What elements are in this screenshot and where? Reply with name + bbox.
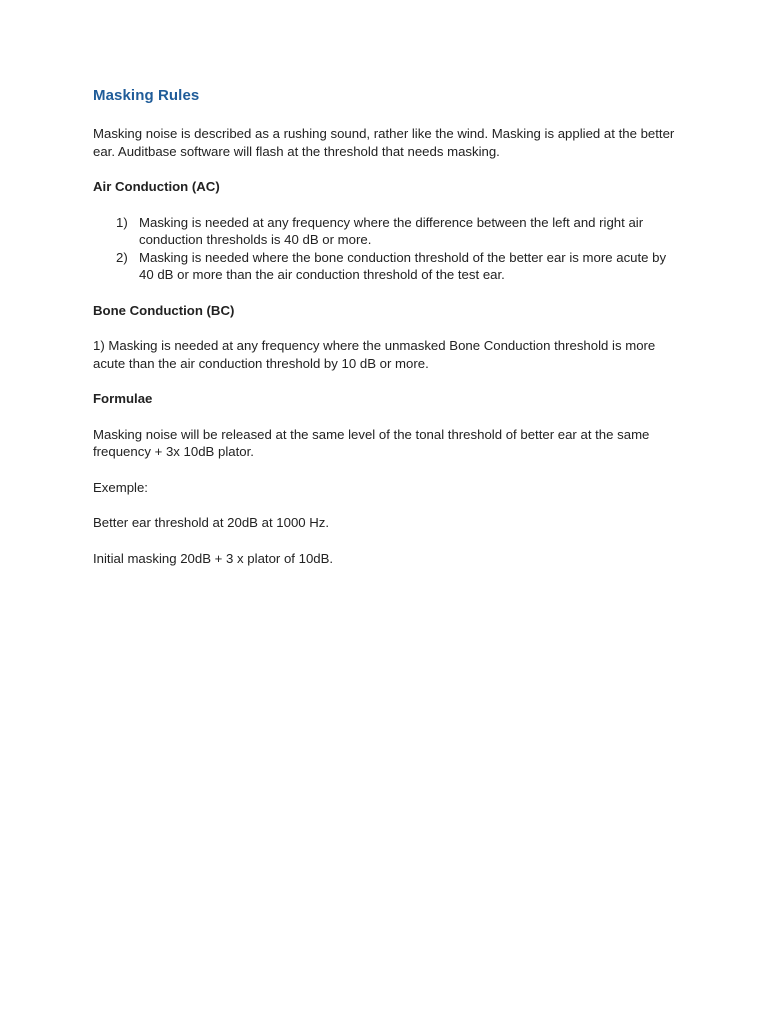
list-item-text: Masking is needed where the bone conduction threshold of the better ear is more acute by 40 dB or more than the air conduction threshold of the test ear. xyxy=(139,249,667,282)
formulae-paragraph: Masking noise will be released at the same level of the tonal threshold of better ear at the same frequency + 3x 10dB plator. xyxy=(93,426,650,459)
list-item-text: Masking is needed at any frequency where the difference between the left and right air conduction thresholds is 40 dB or more. xyxy=(139,214,644,247)
example-label: Exemple: xyxy=(93,479,148,495)
example-line-masking: Initial masking 20dB + 3 x plator of 10dB. xyxy=(93,550,334,566)
air-conduction-heading: Air Conduction (AC) xyxy=(93,179,220,194)
air-conduction-list xyxy=(93,214,683,284)
list-item xyxy=(93,214,683,249)
bone-conduction-heading: Bone Conduction (BC) xyxy=(93,302,235,318)
bone-conduction-paragraph: 1) Masking is needed at any frequency where the unmasked Bone Conduction threshold is more acute than the air conduction threshold by 10 dB or more. xyxy=(93,338,656,371)
list-item-number: 1) xyxy=(116,214,128,230)
list-item-number: 2) xyxy=(116,249,128,265)
intro-paragraph: Masking noise is described as a rushing sound, rather like the wind. Masking is applied at the better ear. Auditbase software will flash at the threshold that needs masking. xyxy=(93,126,675,159)
document-page xyxy=(93,86,683,585)
list-item xyxy=(93,249,683,284)
example-line-threshold: Better ear threshold at 20dB at 1000 Hz. xyxy=(93,515,330,530)
formulae-heading: Formulae xyxy=(93,391,153,406)
document-title: Masking Rules xyxy=(93,87,200,104)
